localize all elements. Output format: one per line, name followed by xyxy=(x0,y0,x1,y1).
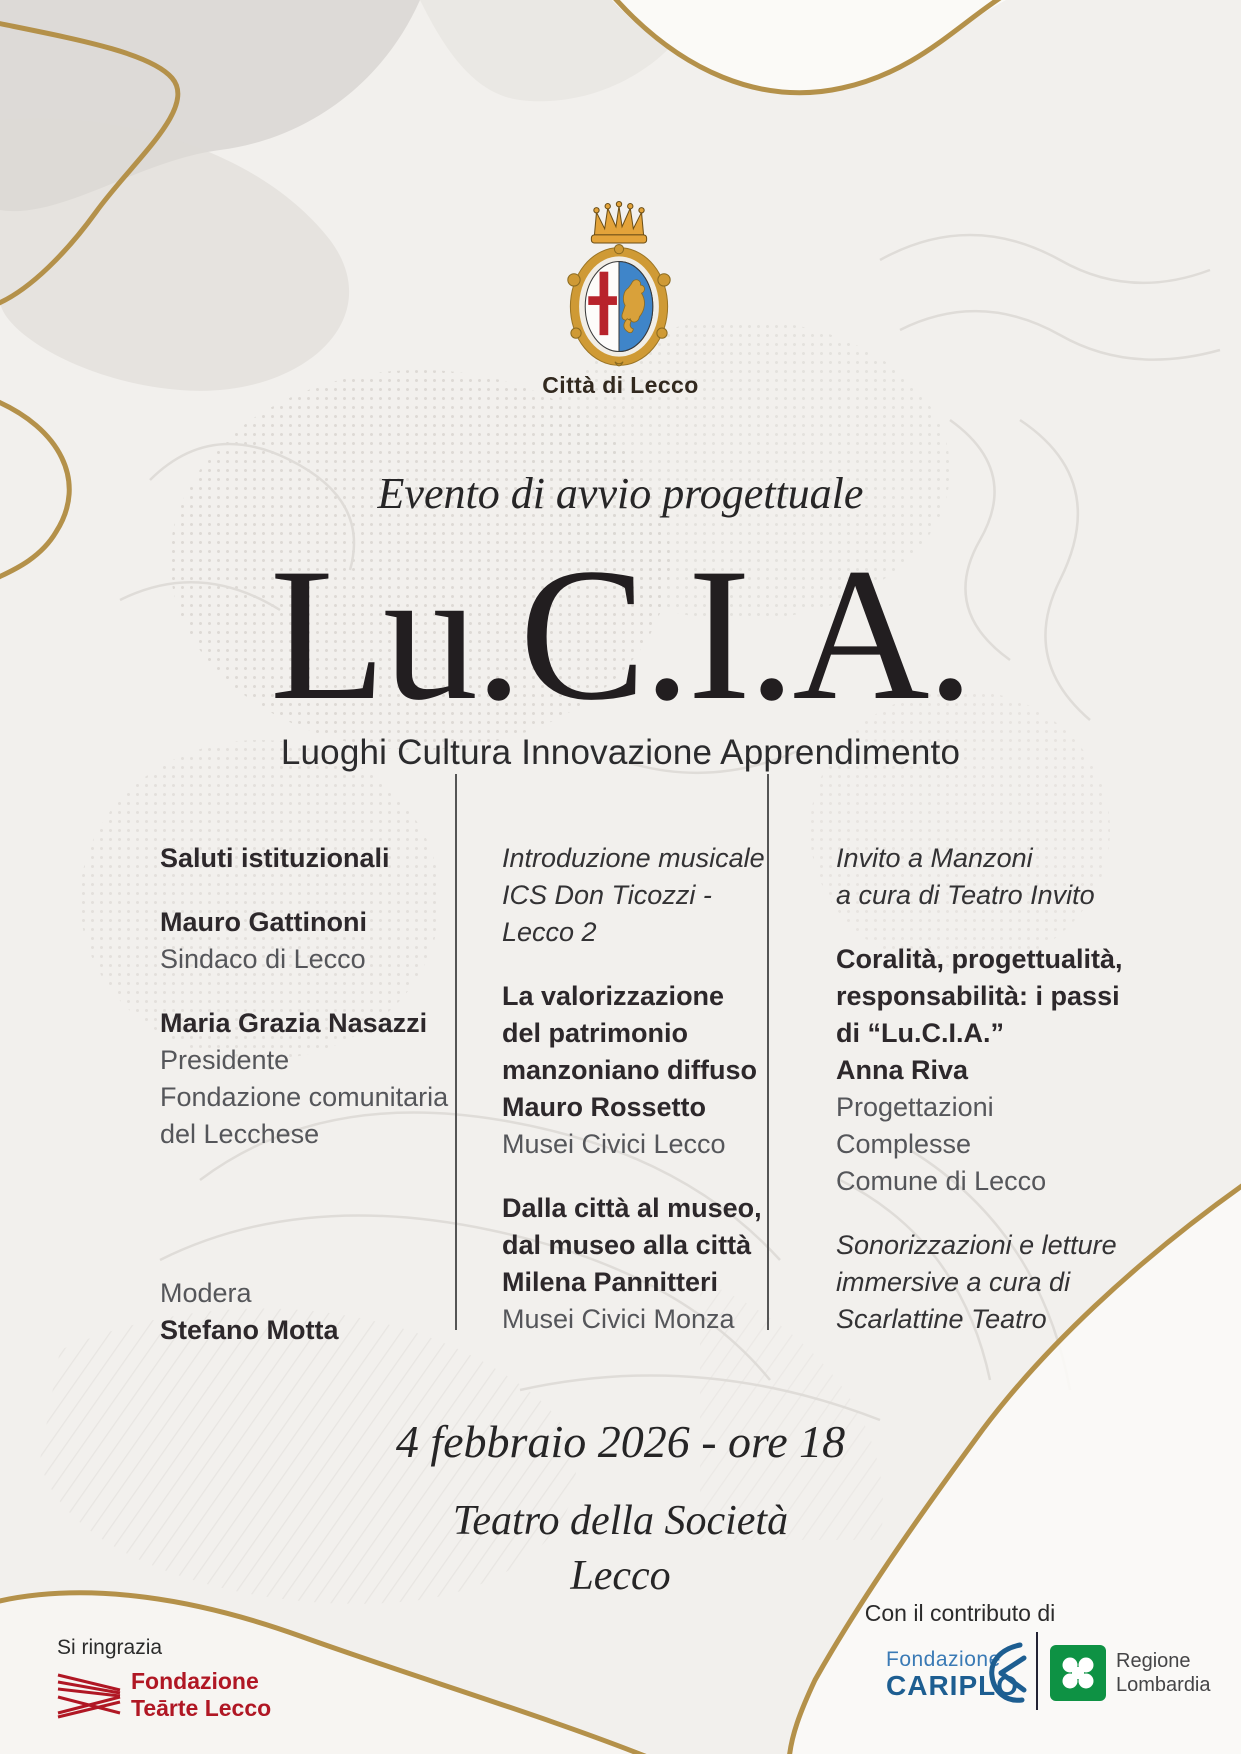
tearte-lecco-logo xyxy=(57,1668,271,1722)
program-line: Fondazione comunitaria xyxy=(160,1082,449,1112)
tearte-logo-text xyxy=(131,1668,271,1722)
crest-caption: Città di Lecco xyxy=(542,372,699,398)
thanks-label: Si ringrazia xyxy=(57,1636,163,1659)
logo-separator xyxy=(1036,1632,1038,1710)
event-subtitle: Luoghi Cultura Innovazione Apprendimento xyxy=(280,733,961,772)
program-line: Dalla città al museo, xyxy=(502,1193,762,1223)
program-line: La valorizzazione xyxy=(502,981,725,1011)
event-venue xyxy=(0,1494,1241,1604)
event-date: 4 febbraio 2026 - ore 18 xyxy=(395,1416,846,1467)
program-block xyxy=(160,904,450,978)
venue-name: Teatro della Società xyxy=(452,1498,789,1544)
program-line: Anna Riva xyxy=(836,1055,969,1085)
tearte-line1: Fondazione xyxy=(131,1668,259,1694)
program-line: Progettazioni Complesse xyxy=(836,1092,994,1159)
program-line: immersive a cura di xyxy=(836,1267,1071,1297)
program-line: Sindaco di Lecco xyxy=(160,944,366,974)
program-line: Mauro Gattinoni xyxy=(160,907,367,937)
program-line: Milena Pannitteri xyxy=(502,1267,719,1297)
regione-lombardia-icon xyxy=(1050,1645,1106,1701)
program-column-3 xyxy=(836,840,1126,1338)
program-block xyxy=(502,978,770,1163)
contribution-label: Con il contributo di xyxy=(864,1600,1056,1626)
tearte-logo-icon xyxy=(57,1671,121,1719)
program-line: Modera xyxy=(160,1278,252,1308)
venue-city: Lecco xyxy=(570,1553,671,1599)
program-line: manzoniano diffuso xyxy=(502,1055,757,1085)
program-line: Stefano Motta xyxy=(160,1315,339,1345)
program-line: di “Lu.C.I.A.” xyxy=(836,1018,1004,1048)
program-line: Invito a Manzoni xyxy=(836,843,1033,873)
column-divider xyxy=(767,774,769,1330)
program-line: dal museo alla città xyxy=(502,1230,752,1260)
regione-logo-text xyxy=(1116,1649,1211,1697)
program-line: Scarlattine Teatro xyxy=(836,1304,1047,1334)
program-column-2 xyxy=(502,840,770,1338)
program-line: a cura di Teatro Invito xyxy=(836,880,1095,910)
program-line: Introduzione musicale xyxy=(502,843,765,873)
program-line: Sonorizzazioni e letture xyxy=(836,1230,1117,1260)
program-line: del Lecchese xyxy=(160,1119,320,1149)
program-block xyxy=(502,1190,770,1338)
regione-lombardia-logo xyxy=(1050,1645,1211,1701)
cariplo-logo-icon xyxy=(986,1640,1028,1706)
program-block xyxy=(502,840,770,951)
program-block xyxy=(160,1005,450,1153)
program-block xyxy=(836,941,1126,1200)
program-line: Presidente xyxy=(160,1045,290,1075)
program-block xyxy=(836,840,1126,914)
program-line: Comune di Lecco xyxy=(836,1166,1047,1196)
cariplo-line1: Fondazione xyxy=(886,1648,1001,1671)
tearte-line2: Teārte Lecco xyxy=(131,1695,272,1721)
cariplo-line2: CARIPLO xyxy=(886,1670,1019,1701)
regione-line2: Lombardia xyxy=(1116,1674,1211,1696)
program-line: Musei Civici Lecco xyxy=(502,1129,726,1159)
program-line: responsabilità: i passi xyxy=(836,981,1120,1011)
program-column-1 xyxy=(160,840,450,1349)
event-title: Lu.C.I.A. xyxy=(269,530,972,740)
column-divider xyxy=(455,774,457,1330)
program-line: Coralità, progettualità, xyxy=(836,944,1123,974)
program-block xyxy=(160,1275,450,1349)
program-block xyxy=(160,840,450,877)
regione-line1: Regione xyxy=(1116,1650,1191,1672)
program-line: Saluti istituzionali xyxy=(160,843,390,873)
program-block xyxy=(836,1227,1126,1338)
program-line: Mauro Rossetto xyxy=(502,1092,707,1122)
program-line: Musei Civici Monza xyxy=(502,1304,735,1334)
event-kicker: Evento di avvio progettuale xyxy=(377,469,864,518)
program-line: ICS Don Ticozzi - Lecco 2 xyxy=(502,880,712,947)
program-line: del patrimonio xyxy=(502,1018,689,1048)
lecco-coat-of-arms-icon xyxy=(557,198,681,372)
program-line: Maria Grazia Nasazzi xyxy=(160,1008,428,1038)
